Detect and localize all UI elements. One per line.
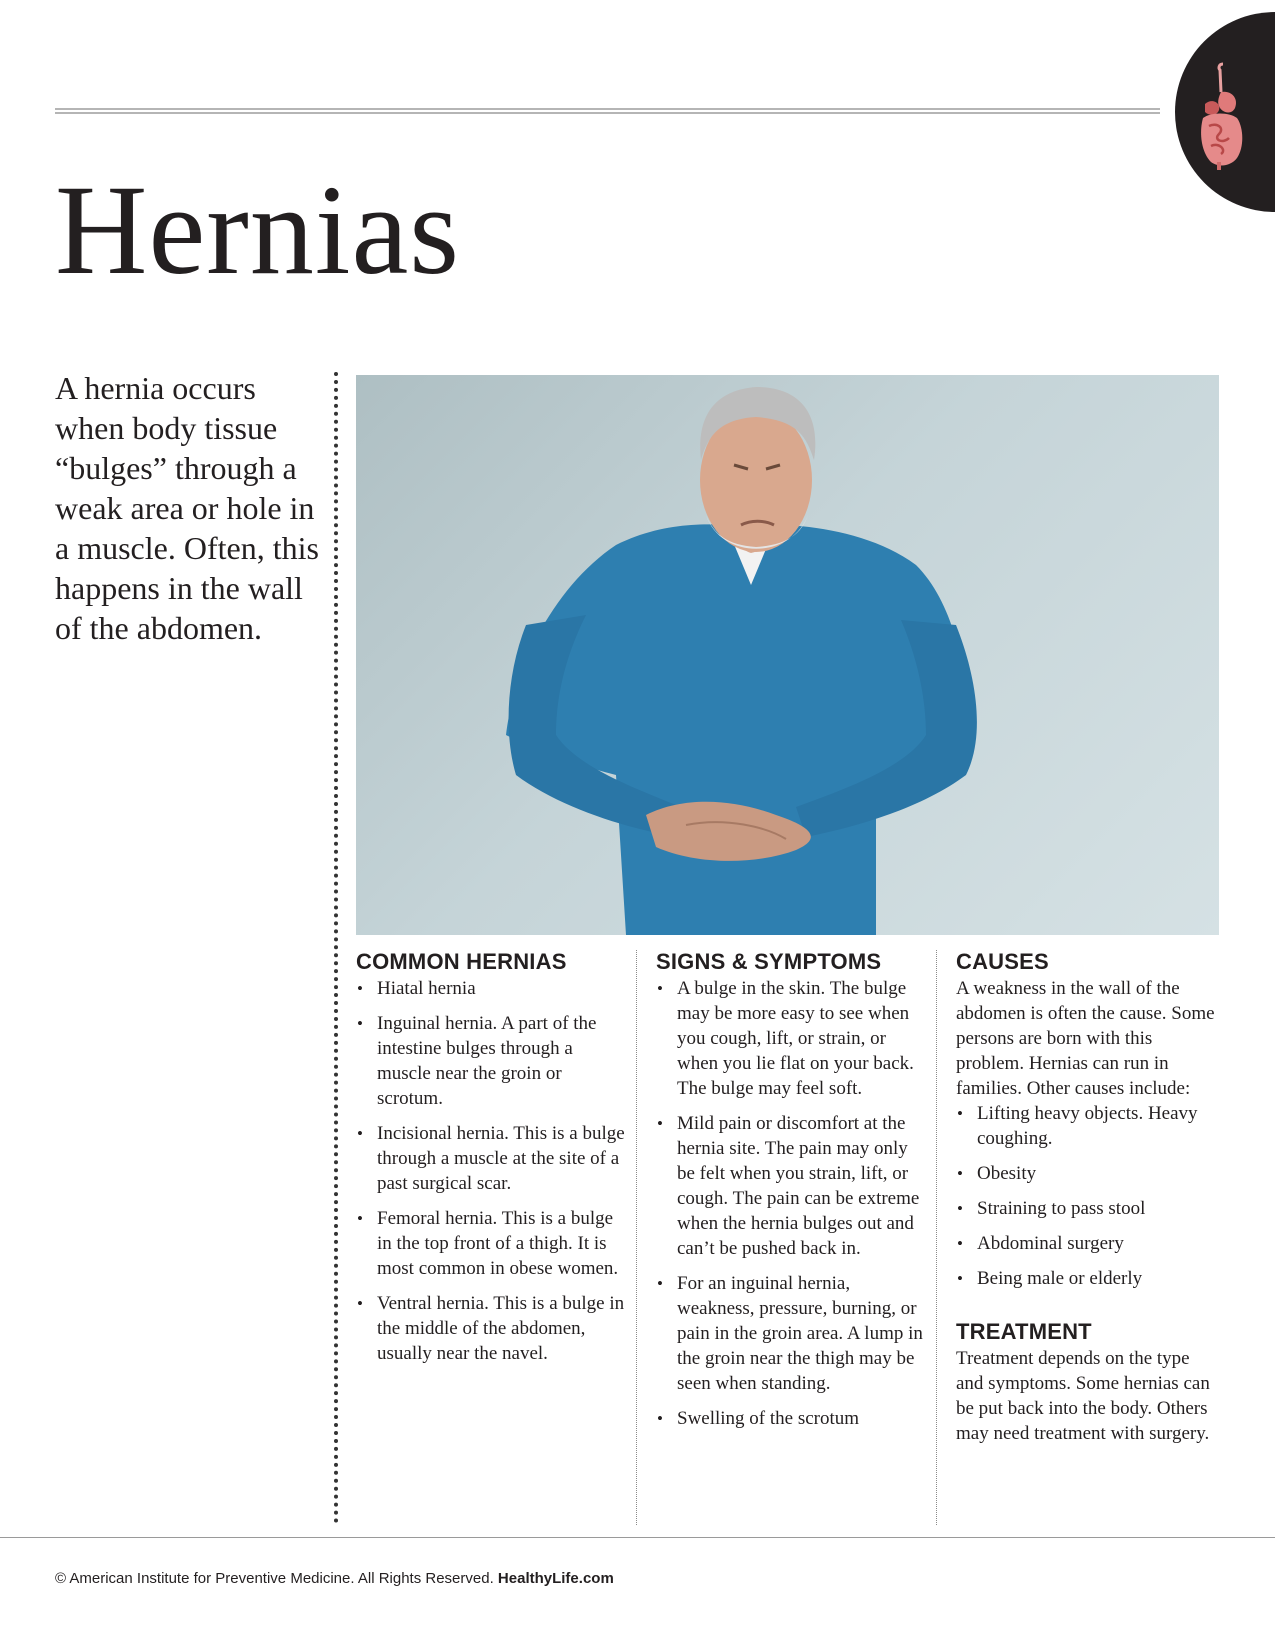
list-item: • Swelling of the scrotum xyxy=(656,1406,926,1431)
footer-rule xyxy=(0,1537,1275,1538)
footer xyxy=(55,1570,614,1587)
causes-list xyxy=(956,1101,1221,1291)
column-divider xyxy=(636,950,637,1525)
signs-symptoms-list xyxy=(656,976,926,1431)
list-item: • Mild pain or discomfort at the hernia site. The pain may only be felt when you strain, lift, or cough. The pain can be extreme when the hernia bulges out and can’t be pushed back in. xyxy=(656,1111,926,1261)
corner-badge xyxy=(1175,12,1275,212)
list-item: • Lifting heavy objects. Heavy coughing. xyxy=(956,1101,1221,1151)
list-item: • Incisional hernia. This is a bulge through a muscle at the site of a past surgical scar. xyxy=(356,1121,626,1196)
causes-text: A weakness in the wall of the abdomen is often the cause. Some persons are born with this problem. Hernias can run in families. Other causes include: xyxy=(956,978,1215,1099)
website-link[interactable]: HealthyLife.com xyxy=(497,1570,614,1587)
list-item: • Femoral hernia. This is a bulge in the top front of a thigh. It is most common in obese women. xyxy=(356,1206,626,1281)
column-divider xyxy=(936,950,937,1525)
list-item: • Abdominal surgery xyxy=(956,1231,1221,1256)
list-item: • Hiatal hernia xyxy=(356,976,626,1001)
header-rule xyxy=(55,108,1160,114)
list-item: • Inguinal hernia. A part of the intestine bulges through a muscle near the groin or scrotum. xyxy=(356,1011,626,1111)
man-holding-abdomen-photo xyxy=(356,375,1219,935)
list-item: • A bulge in the skin. The bulge may be more easy to see when you cough, lift, or strain, or when you lie flat on your back. The bulge may feel soft. xyxy=(656,976,926,1101)
list-item: • Straining to pass stool xyxy=(956,1196,1221,1221)
list-item: • For an inguinal hernia, weakness, pressure, burning, or pain in the groin area. A lump in the groin near the thigh may be seen when standing. xyxy=(656,1271,926,1396)
copyright-text: © American Institute for Preventive Medicine. All Rights Reserved. xyxy=(55,1570,494,1587)
list-item: • Obesity xyxy=(956,1161,1221,1186)
dotted-divider xyxy=(334,372,338,1524)
intro-paragraph: A hernia occurs when body tissue “bulges” through a weak area or hole in a muscle. Often, this happens in the wall of the abdomen. xyxy=(55,370,319,646)
common-hernias-heading: COMMON HERNIAS xyxy=(356,949,567,974)
signs-symptoms-section xyxy=(656,948,926,1441)
causes-section xyxy=(956,948,1221,1446)
list-item: • Being male or elderly xyxy=(956,1266,1221,1291)
signs-symptoms-heading: SIGNS & SYMPTOMS xyxy=(656,949,882,974)
causes-heading: CAUSES xyxy=(956,949,1049,974)
common-hernias-section xyxy=(356,948,626,1376)
treatment-heading: TREATMENT xyxy=(956,1319,1092,1344)
treatment-text: Treatment depends on the type and symptoms. Some hernias can be put back into the body. Others may need treatment with surgery. xyxy=(956,1348,1210,1444)
digestive-system-icon xyxy=(1191,62,1251,172)
page-title: Hernias xyxy=(55,159,461,301)
common-hernias-list xyxy=(356,976,626,1366)
list-item: • Ventral hernia. This is a bulge in the middle of the abdomen, usually near the navel. xyxy=(356,1291,626,1366)
